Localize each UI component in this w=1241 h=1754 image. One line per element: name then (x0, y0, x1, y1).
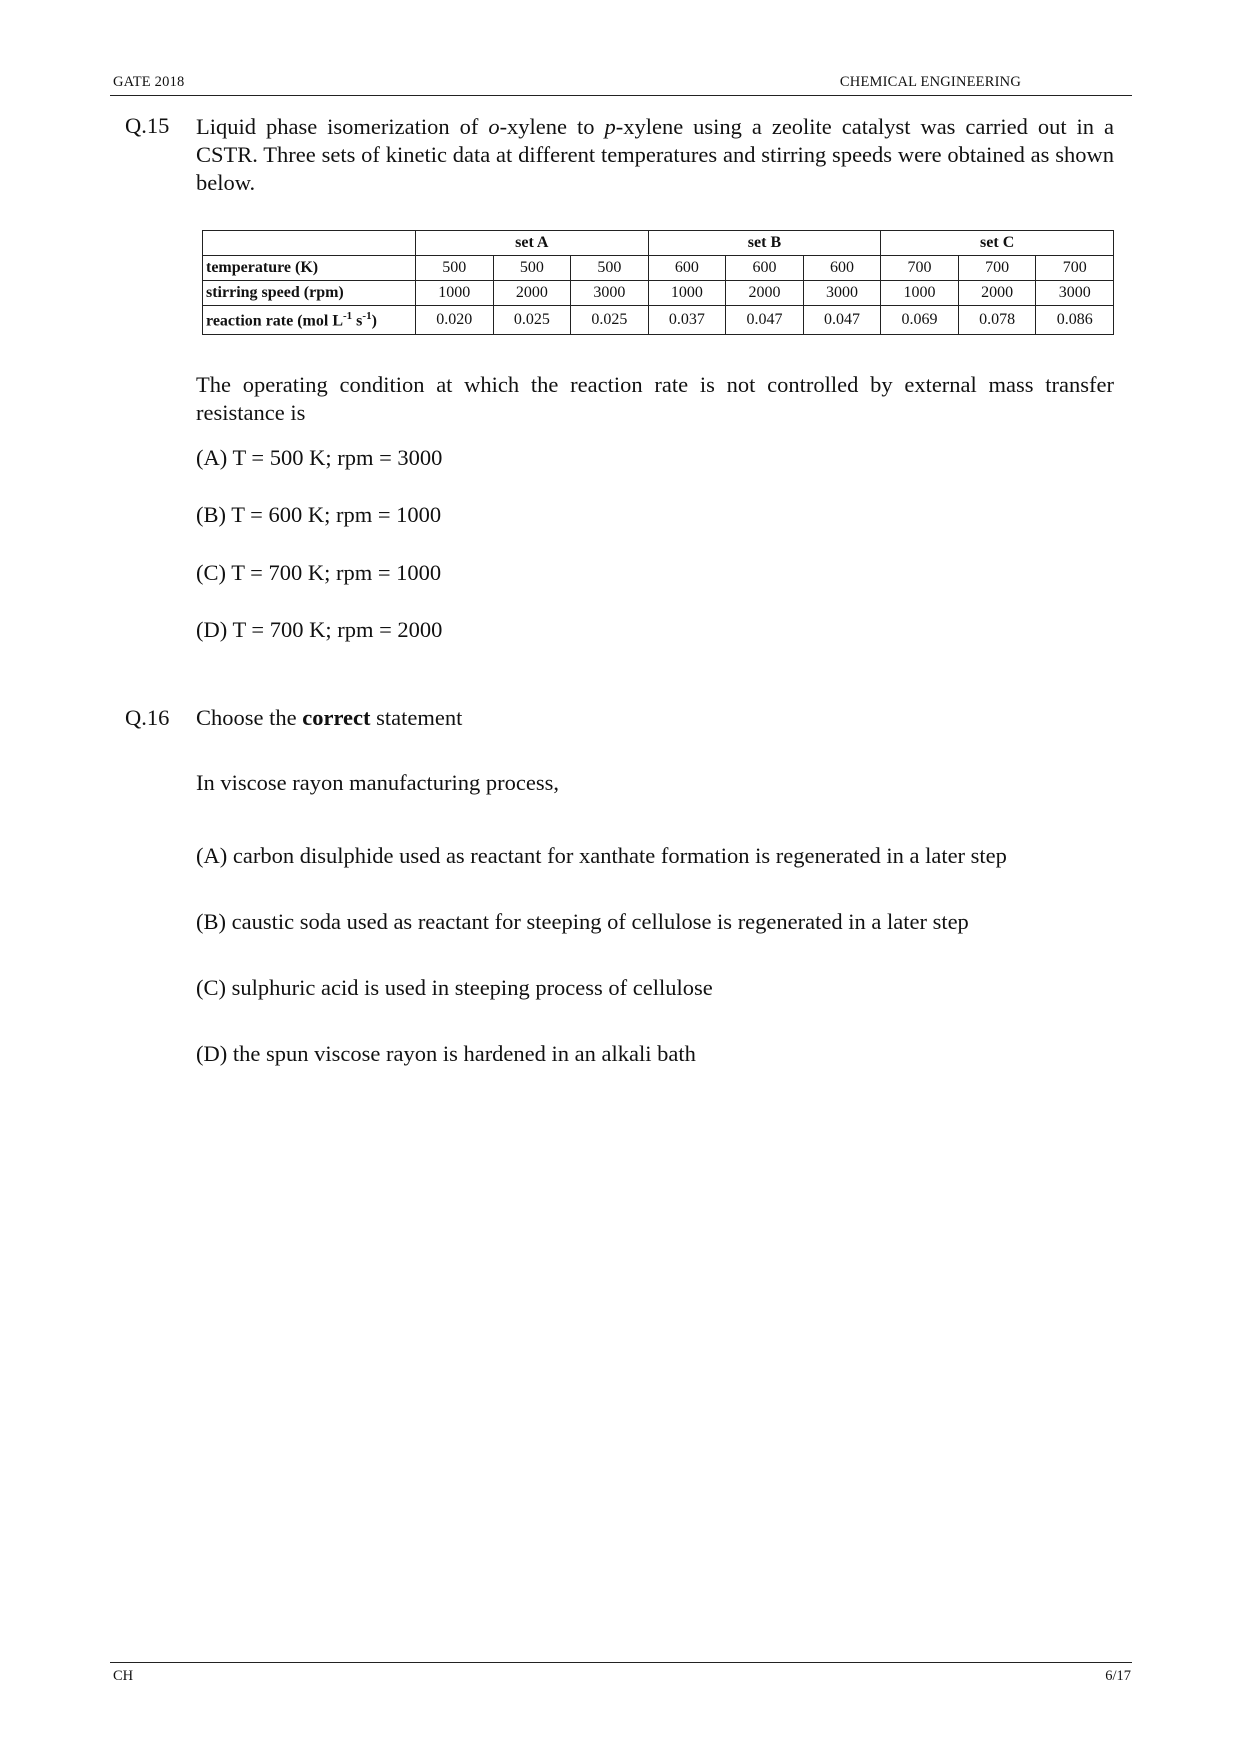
set-c-header: set C (881, 231, 1114, 256)
q16-stem: Choose the correct statement (196, 705, 463, 730)
table-cell: 0.025 (493, 306, 571, 335)
kinetic-data-table (202, 230, 1114, 335)
set-a-header: set A (416, 231, 649, 256)
reaction-rate-row (203, 306, 1114, 335)
table-header-row (203, 231, 1114, 256)
q16-option-c: (C) sulphuric acid is used in steeping process of cellulose (196, 975, 713, 1000)
header-subject: CHEMICAL ENGINEERING (839, 74, 1021, 90)
table-cell: 1000 (881, 281, 959, 306)
table-cell: 3000 (803, 281, 881, 306)
header-divider (110, 95, 1132, 96)
table-cell: 3000 (571, 281, 649, 306)
table-cell: 600 (648, 256, 726, 281)
table-cell: 3000 (1036, 281, 1114, 306)
footer-page-number: 6/17 (1105, 1668, 1131, 1684)
table-cell: 500 (493, 256, 571, 281)
table-cell: 1000 (416, 281, 494, 306)
table-cell: 500 (571, 256, 649, 281)
table-cell: 1000 (648, 281, 726, 306)
q16-intro: In viscose rayon manufacturing process, (196, 770, 560, 795)
table-cell: 0.078 (958, 306, 1036, 335)
table-cell: 600 (803, 256, 881, 281)
table-cell: 0.047 (803, 306, 881, 335)
q15-option-c: (C) T = 700 K; rpm = 1000 (196, 560, 442, 585)
table-cell: 700 (881, 256, 959, 281)
q16-option-a: (A) carbon disulphide used as reactant for xanthate formation is regenerated in a later step (196, 843, 1007, 868)
table-cell: 2000 (493, 281, 571, 306)
set-b-header: set B (648, 231, 881, 256)
reaction-rate-label: reaction rate (mol $L^{-1}$ $s^{-1}$) (203, 306, 416, 335)
footer-paper-code: CH (113, 1668, 134, 1684)
table-cell: 0.037 (648, 306, 726, 335)
table-cell: 2000 (726, 281, 804, 306)
table-cell: 500 (416, 256, 494, 281)
q16-option-d: (D) the spun viscose rayon is hardened in an alkali bath (196, 1041, 696, 1066)
q15-question: The operating condition at which the reaction rate is not controlled by external mass transfer resistance is (196, 372, 1114, 425)
table-cell: 0.086 (1036, 306, 1114, 335)
footer-divider (110, 1662, 1132, 1663)
q15-option-b: (B) T = 600 K; rpm = 1000 (196, 502, 442, 527)
q16-number: Q.16 (125, 705, 170, 730)
header-exam-title: GATE 2018 (113, 74, 185, 90)
q15-option-a: (A) T = 500 K; rpm = 3000 (196, 445, 443, 470)
stirring-label: stirring speed (rpm) (203, 281, 416, 306)
stirring-row (203, 281, 1114, 306)
table-corner-cell (203, 231, 416, 256)
table-cell: 600 (726, 256, 804, 281)
table-cell: 700 (958, 256, 1036, 281)
q15-number: Q.15 (125, 113, 170, 138)
temperature-label: temperature (K) (203, 256, 416, 281)
q15-option-d: (D) T = 700 K; rpm = 2000 (196, 617, 443, 642)
table-cell: 0.025 (571, 306, 649, 335)
table-cell: 2000 (958, 281, 1036, 306)
temperature-row (203, 256, 1114, 281)
table-cell: 700 (1036, 256, 1114, 281)
q16-option-b: (B) caustic soda used as reactant for steeping of cellulose is regenerated in a later step (196, 909, 969, 934)
table-cell: 0.020 (416, 306, 494, 335)
table-cell: 0.069 (881, 306, 959, 335)
q15-stem: Liquid phase isomerization of o-xylene to p-xylene using a zeolite catalyst was carried out in a CSTR. Three sets of kinetic data at different temperatures and stirring speeds were obtained as shown below. (196, 114, 1114, 195)
table-cell: 0.047 (726, 306, 804, 335)
